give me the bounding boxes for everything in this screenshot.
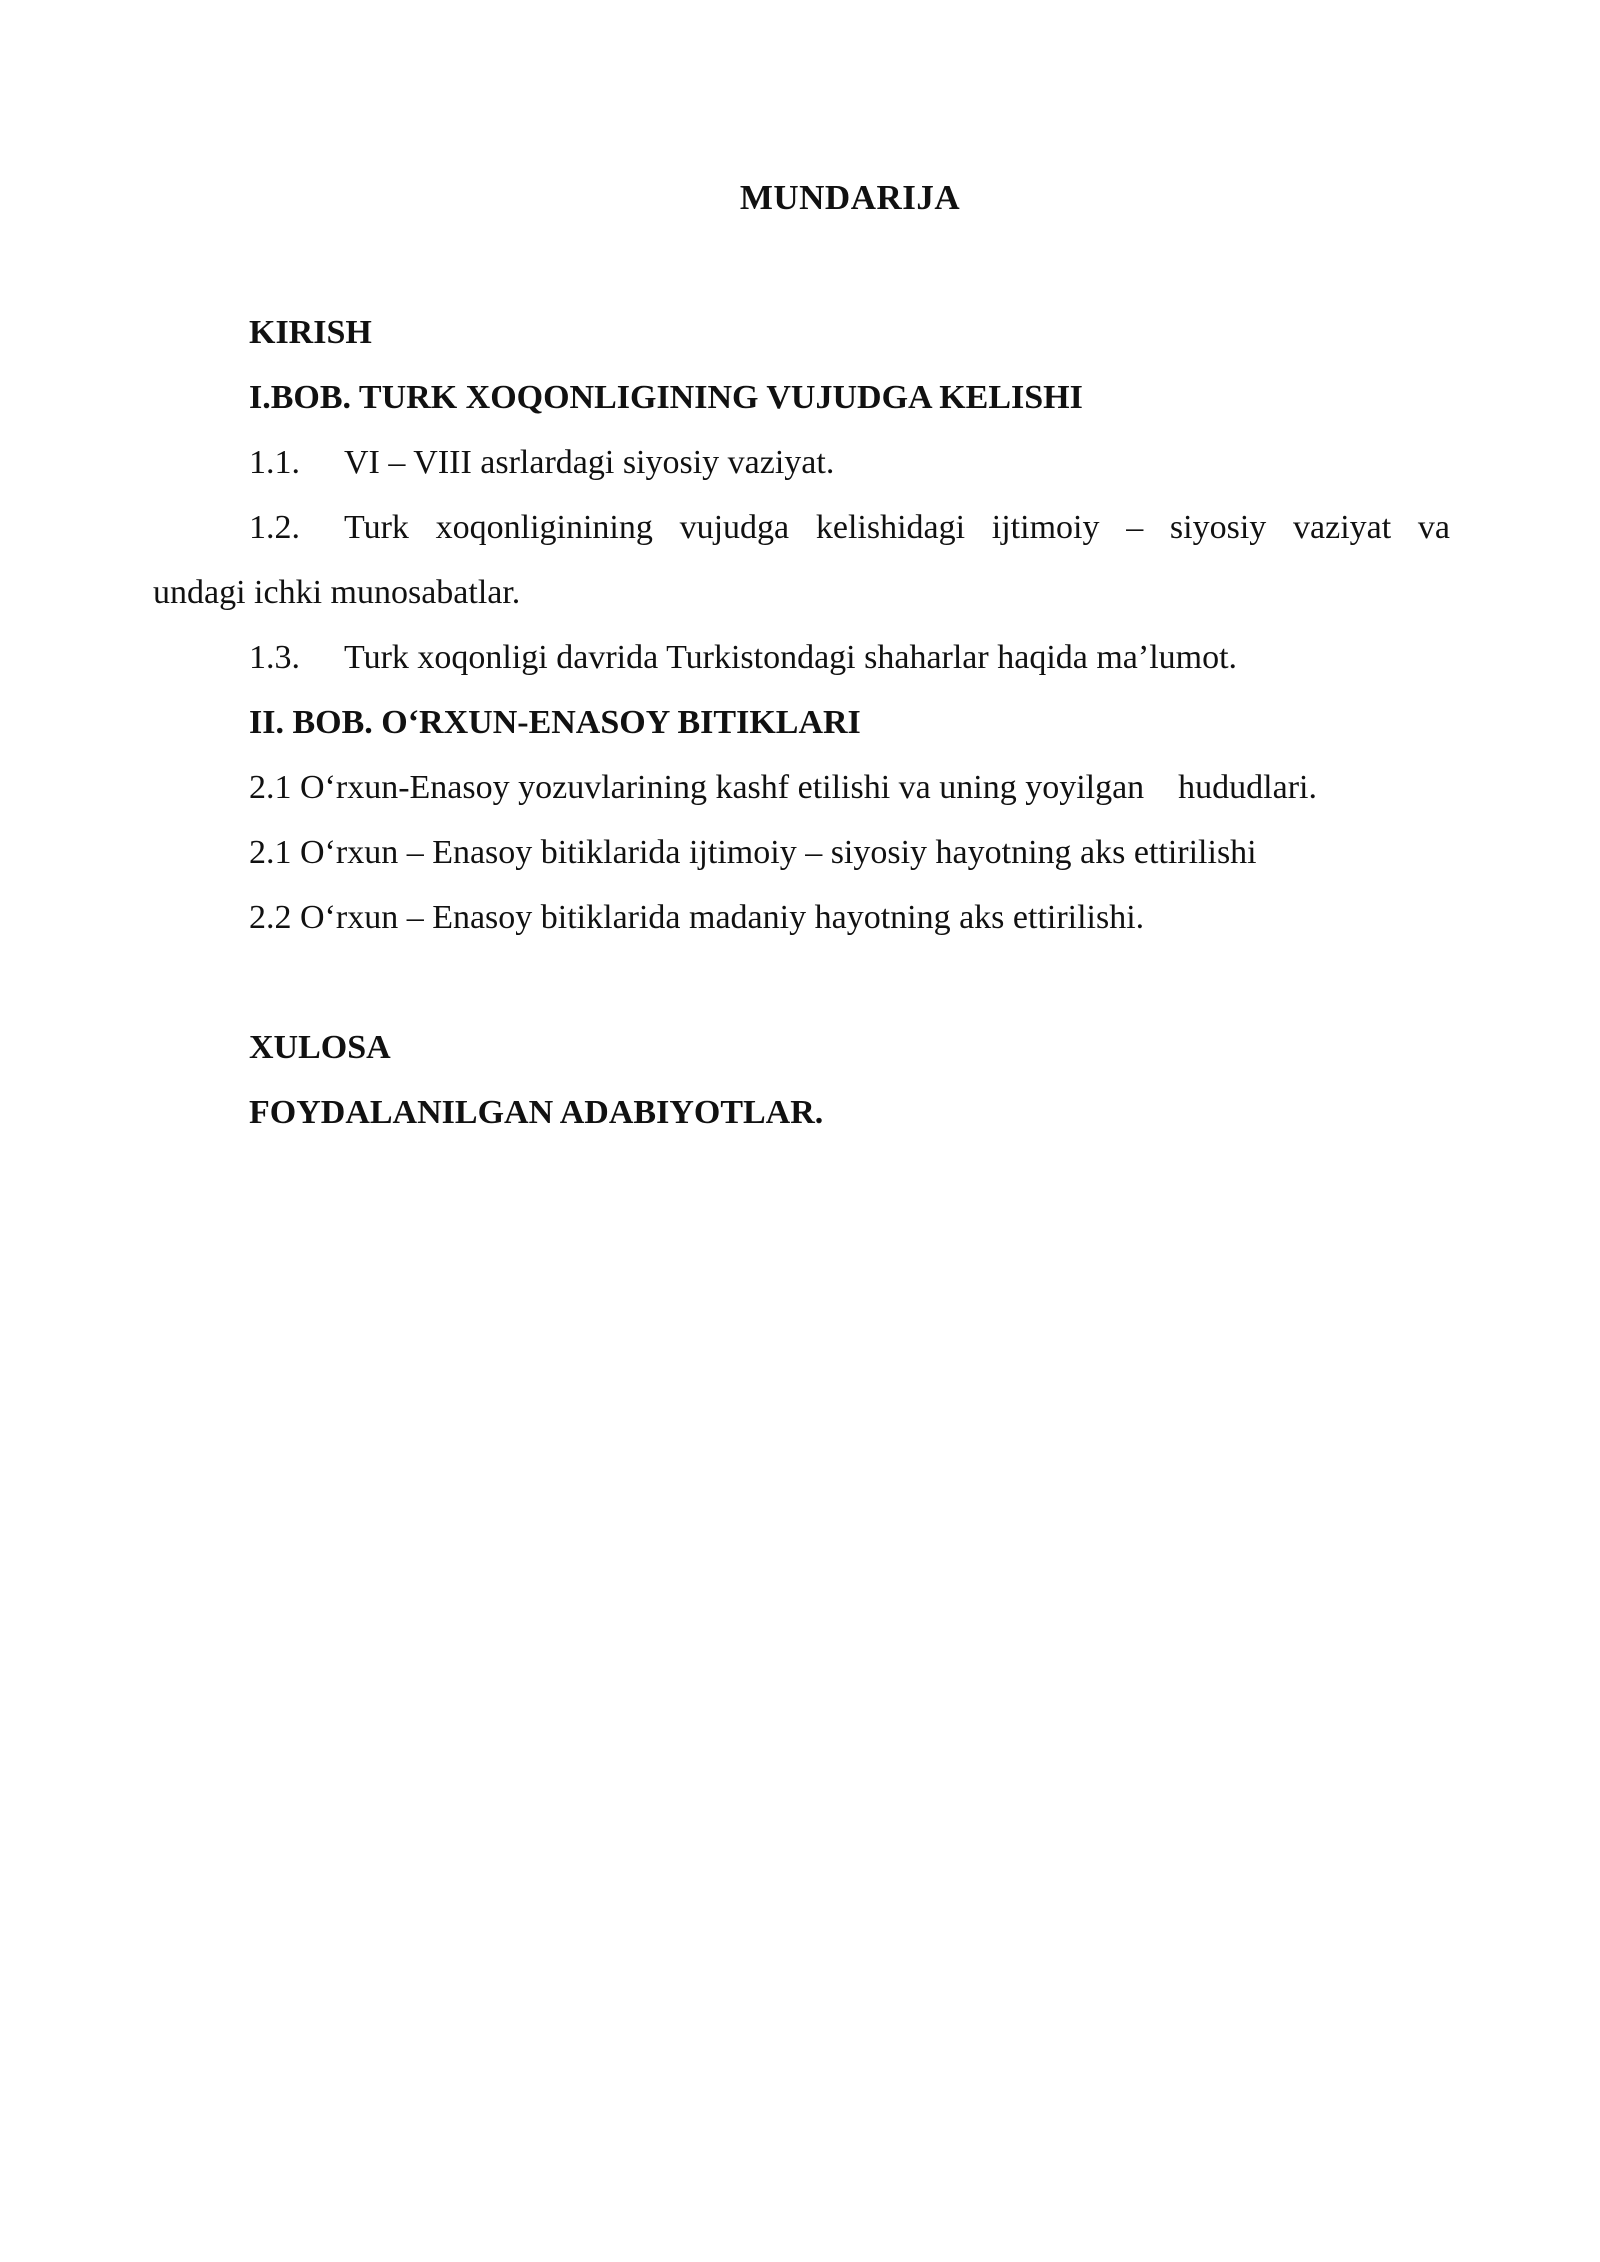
toc-section-1-1 [153, 430, 1450, 495]
toc-chapter-2: II. BOB. O‘RXUN-ENASOY BITIKLARI [249, 704, 861, 741]
spacer [153, 950, 1450, 1015]
toc-section-2-1-a: 2.1 O‘rxun-Enasoy yozuvlarining kashf etilishi va uning yoyilgan hududlari. [249, 769, 1317, 806]
toc-conclusion: XULOSA [249, 1029, 391, 1066]
toc-section-1-2-continuation: undagi ichki munosabatlar. [153, 574, 521, 611]
section-title: Turk xoqonliginining vujudga kelishidagi ijtimoiy – siyosiy vaziyat va [344, 509, 1450, 546]
toc-chapter-1: I.BOB. TURK XOQONLIGINING VUJUDGA KELISHI [249, 379, 1083, 416]
section-title: Turk xoqonligi davrida Turkistondagi shaharlar haqida ma’lumot. [344, 639, 1238, 676]
toc-section-1-3 [153, 625, 1450, 690]
toc-section-1-2 [153, 495, 1450, 560]
section-number: 1.1. [249, 444, 300, 481]
table-of-contents [153, 300, 1450, 1145]
section-number: 1.2. [249, 509, 300, 546]
toc-section-2-2: 2.2 O‘rxun – Enasoy bitiklarida madaniy hayotning aks ettirilishi. [249, 899, 1145, 936]
toc-section-2-1-b: 2.1 O‘rxun – Enasoy bitiklarida ijtimoiy – siyosiy hayotning aks ettirilishi [249, 834, 1257, 871]
section-title: VI – VIII asrlardagi siyosiy vaziyat. [344, 444, 835, 481]
page-title: MUNDARIJA [739, 178, 961, 217]
toc-references: FOYDALANILGAN ADABIYOTLAR. [249, 1094, 824, 1131]
toc-intro: KIRISH [249, 314, 372, 351]
section-number: 1.3. [249, 639, 300, 676]
